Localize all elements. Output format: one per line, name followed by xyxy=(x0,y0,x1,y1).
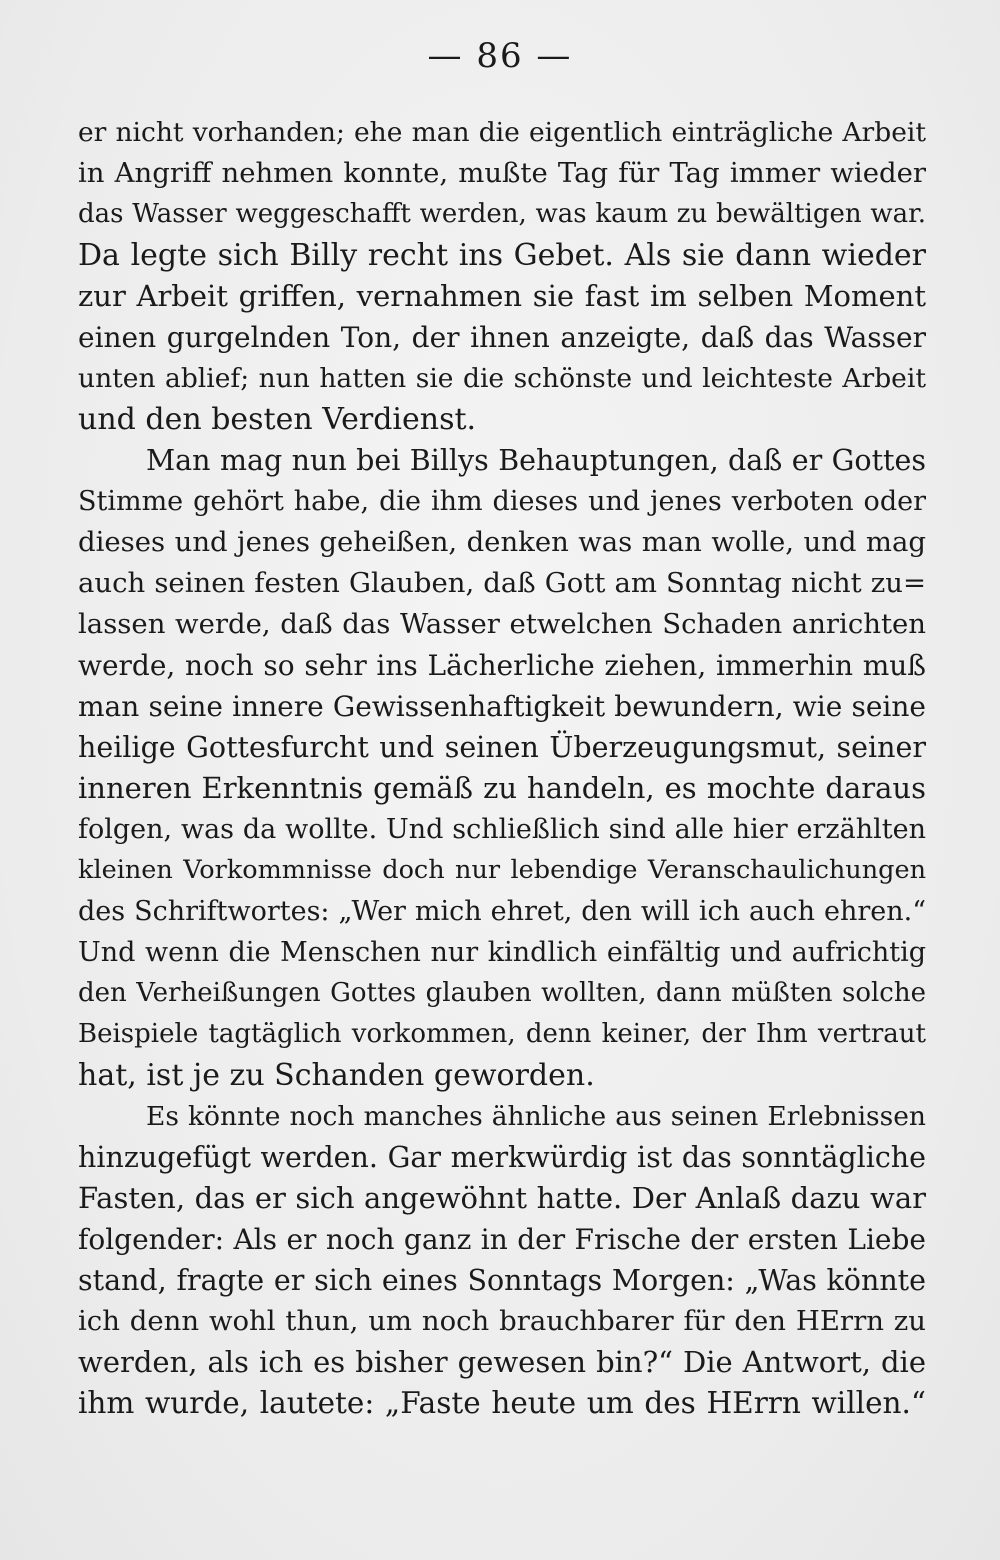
text-line: man seine innere Gewissenhaftigkeit bewundern, wie seine xyxy=(78,690,926,723)
text-line: ihm wurde, lautete: „Faste heute um des HErrn willen.“ xyxy=(78,1386,926,1420)
text-line: heilige Gottesfurcht und seinen Überzeugungsmut, seiner xyxy=(78,731,926,764)
text-line: Da legte sich Billy recht ins Gebet. Als sie dann wieder xyxy=(78,238,926,273)
text-line: folgender: Als er noch ganz in der Frische der ersten Liebe xyxy=(78,1223,926,1256)
text-line: hinzugefügt werden. Gar merkwürdig ist das sonntägliche xyxy=(78,1141,926,1174)
text-line: dieses und jenes geheißen, denken was man wolle, und mag xyxy=(78,526,926,558)
text-line: stand, fragte er sich eines Sonntags Morgen: „Was könnte xyxy=(78,1264,926,1297)
text-line: auch seinen festen Glauben, daß Gott am Sonntag nicht zu= xyxy=(78,567,926,599)
text-line: unten ablief; nun hatten sie die schönste und leichteste Arbeit xyxy=(78,363,926,394)
text-line: und den besten Verdienst. xyxy=(78,402,477,437)
text-line: inneren Erkenntnis gemäß zu handeln, es mochte daraus xyxy=(78,771,926,805)
text-line: folgen, was da wollte. Und schließlich sind alle hier erzählten xyxy=(78,814,926,845)
text-line: das Wasser weggeschafft werden, was kaum zu bewältigen war. xyxy=(78,199,926,229)
text-line: kleinen Vorkommnisse doch nur lebendige Veranschaulichungen xyxy=(78,855,926,885)
body-text xyxy=(78,112,926,1424)
text-line: Stimme gehört habe, die ihm dieses und jenes verboten oder xyxy=(78,486,926,517)
text-line: einen gurgelnden Ton, der ihnen anzeigte, daß das Wasser xyxy=(78,321,926,354)
text-line: ich denn wohl thun, um noch brauchbarer für den HErrn zu xyxy=(78,1305,926,1337)
text-line: in Angriff nehmen konnte, mußte Tag für Tag immer wieder xyxy=(78,157,926,189)
text-line: den Verheißungen Gottes glauben wollten, dann müßten solche xyxy=(78,978,926,1008)
text-line: zur Arbeit griffen, vernahmen sie fast im selben Moment xyxy=(78,279,926,313)
text-line: werden, als ich es bisher gewesen bin?“ Die Antwort, die xyxy=(78,1345,926,1379)
paragraph-start: Man mag nun bei Billys Behauptungen, daß er Gottes xyxy=(146,444,926,477)
text-line: werde, noch so sehr ins Lächerliche ziehen, immerhin muß xyxy=(78,649,926,682)
text-line: lassen werde, daß das Wasser etwelchen Schaden anrichten xyxy=(78,608,926,640)
page-number: — 86 — xyxy=(427,36,573,76)
text-line: Und wenn die Menschen nur kindlich einfältig und aufrichtig xyxy=(78,937,926,968)
text-line: Beispiele tagtäglich vorkommen, denn keiner, der Ihm vertraut xyxy=(78,1019,926,1049)
text-line: er nicht vorhanden; ehe man die eigentlich einträgliche Arbeit xyxy=(78,117,926,148)
text-line: hat, ist je zu Schanden geworden. xyxy=(78,1058,595,1093)
text-line: des Schriftwortes: „Wer mich ehret, den will ich auch ehren.“ xyxy=(78,896,926,927)
text-line: Fasten, das er sich angewöhnt hatte. Der Anlaß dazu war xyxy=(78,1181,926,1215)
paragraph-start: Es könnte noch manches ähnliche aus seinen Erlebnissen xyxy=(146,1101,926,1132)
